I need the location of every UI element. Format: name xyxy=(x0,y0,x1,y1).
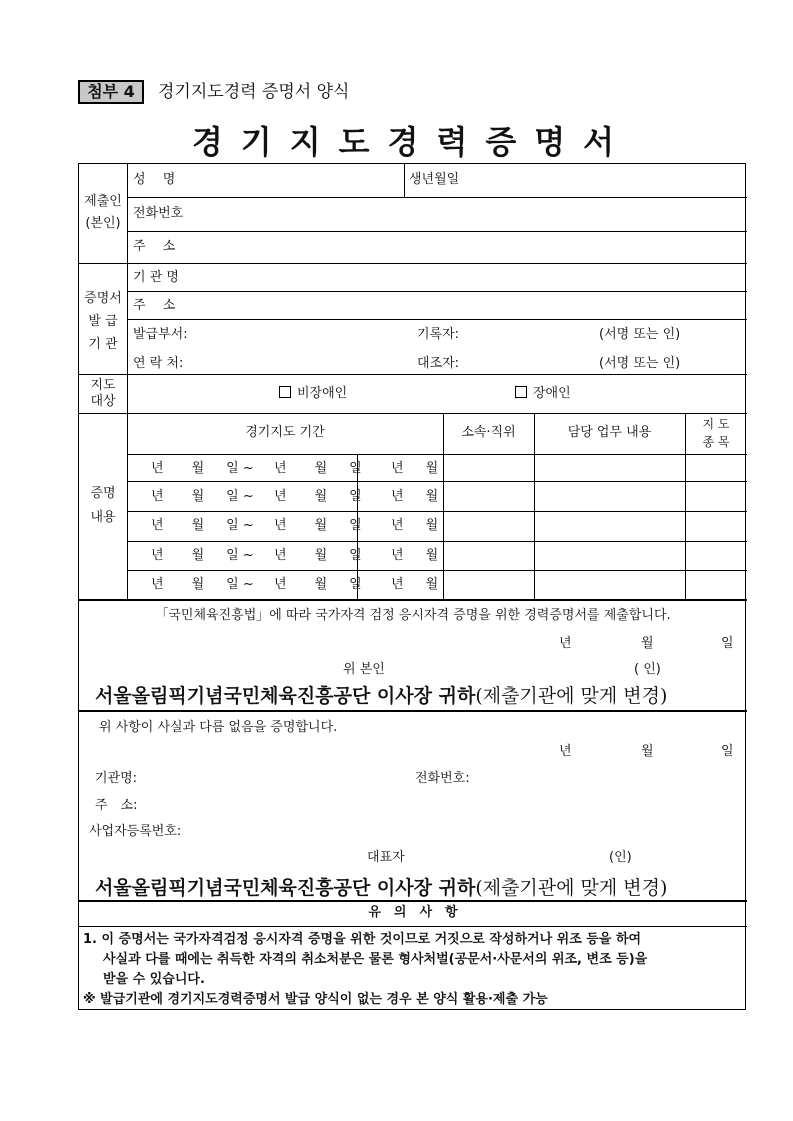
target-sublabel: 대상 xyxy=(90,394,116,409)
certification-year: 년 xyxy=(559,744,572,759)
attachment-title: 경기지도경력 증명서 양식 xyxy=(158,82,350,102)
table-row: 년 월 일 ~ xyxy=(151,577,254,592)
org-name-label: 기 관 명 xyxy=(133,270,179,285)
table-cell: 년 월 xyxy=(391,548,439,563)
declaration-year: 년 xyxy=(559,636,572,651)
certification-phone-label: 전화번호: xyxy=(415,771,470,786)
certification-text: 위 사항이 사실과 다름 없음을 증명합니다. xyxy=(99,720,338,735)
issuer-group-label: 증명서 xyxy=(84,291,122,306)
option-disabled-label: 장애인 xyxy=(533,386,571,401)
certification-month: 월 xyxy=(641,744,654,759)
declaration-month: 월 xyxy=(641,636,654,651)
submitter-group-sublabel: (본인) xyxy=(85,216,121,231)
table-row: 년 월 일 ~ xyxy=(151,461,254,476)
table-row: 년 월 일 ~ xyxy=(151,518,254,533)
note-item-1-line-1: 1. 이 증명서는 국가자격검정 응시자격 증명을 위한 것이므로 거짓으로 작성하거나 위조 등을 하여 xyxy=(83,932,642,947)
issuer-group-sublabel-1: 발 급 xyxy=(88,314,118,329)
issuer-group-sublabel-2: 기 관 xyxy=(88,337,118,352)
target-label: 지도 xyxy=(90,378,116,393)
attachment-badge: 첨부 4 xyxy=(78,80,144,104)
submitter-address-label: 주 소 xyxy=(133,239,176,254)
table-cell: 년 월 일 xyxy=(274,577,362,592)
declaration-addressee: 서울올림픽기념국민체육진흥공단 이사장 귀하(제출기관에 맞게 변경) xyxy=(95,685,668,707)
name-label: 성 명 xyxy=(133,172,176,187)
proof-group-label: 증명 xyxy=(90,486,116,501)
certification-day: 일 xyxy=(721,744,734,759)
notes-title: 유 의 사 항 xyxy=(368,905,458,920)
self-seal: ( 인) xyxy=(634,662,661,677)
table-row: 년 월 일 ~ xyxy=(151,489,254,504)
dept-label: 발급부서: xyxy=(133,327,188,342)
table-cell: 년 월 일 xyxy=(274,548,362,563)
option-disabled[interactable] xyxy=(515,386,571,402)
note-item-1-line-2: 사실과 다를 때에는 취득한 자격의 취소처분은 물론 형사처벌(공문서·사문서의 위조, 변조 등)을 xyxy=(103,952,648,967)
certification-addressee: 서울올림픽기념국민체육진흥공단 이사장 귀하(제출기관에 맞게 변경) xyxy=(95,877,668,899)
note-item-1-line-3: 받을 수 있습니다. xyxy=(103,972,205,987)
bizno-label: 사업자등록번호: xyxy=(89,824,182,839)
checkbox-icon[interactable] xyxy=(515,386,527,398)
table-cell: 년 월 xyxy=(391,518,439,533)
issuer-address-label: 주 소 xyxy=(133,298,176,313)
recorder-label: 기록자: xyxy=(417,327,460,342)
certification-org-label: 기관명: xyxy=(95,771,138,786)
col-sport-sub: 종 목 xyxy=(702,435,730,449)
option-non-disabled[interactable] xyxy=(279,386,347,402)
table-row: 년 월 일 ~ xyxy=(151,548,254,563)
table-cell: 년 월 일 xyxy=(274,461,362,476)
declaration-day: 일 xyxy=(721,636,734,651)
representative-label: 대표자 xyxy=(367,850,405,865)
checker-sign: (서명 또는 인) xyxy=(599,356,681,371)
col-period: 경기지도 기간 xyxy=(245,425,325,440)
table-cell: 년 월 일 xyxy=(274,518,362,533)
birthdate-label: 생년월일 xyxy=(409,172,460,187)
table-cell: 년 월 xyxy=(391,577,439,592)
page-title: 경기지도경력증명서 xyxy=(191,123,633,161)
option-non-disabled-label: 비장애인 xyxy=(297,386,348,401)
checker-label: 대조자: xyxy=(417,356,460,371)
checkbox-icon[interactable] xyxy=(279,386,291,398)
submitter-group-label: 제출인 xyxy=(84,194,122,209)
representative-seal: (인) xyxy=(609,850,632,865)
self-label: 위 본인 xyxy=(343,662,385,677)
recorder-sign: (서명 또는 인) xyxy=(599,327,681,342)
note-item-2: ※ 발급기관에 경기지도경력증명서 발급 양식이 없는 경우 본 양식 활용·제출 가능 xyxy=(83,992,548,1007)
col-position: 소속·직위 xyxy=(461,425,516,440)
table-cell: 년 월 xyxy=(391,489,439,504)
proof-group-sublabel: 내용 xyxy=(90,510,116,525)
table-cell: 년 월 xyxy=(391,461,439,476)
col-sport: 지 도 xyxy=(702,417,730,431)
certificate-form xyxy=(78,163,746,1010)
col-duty: 담당 업무 내용 xyxy=(567,425,652,440)
phone-label: 전화번호 xyxy=(133,206,184,221)
table-cell: 년 월 일 xyxy=(274,489,362,504)
declaration-text: 「국민체육진흥법」에 따라 국가자격 검정 응시자격 증명을 위한 경력증명서를 제출합니다. xyxy=(155,608,671,623)
certification-address-label: 주 소: xyxy=(95,798,138,813)
contact-label: 연 락 처: xyxy=(133,356,184,371)
